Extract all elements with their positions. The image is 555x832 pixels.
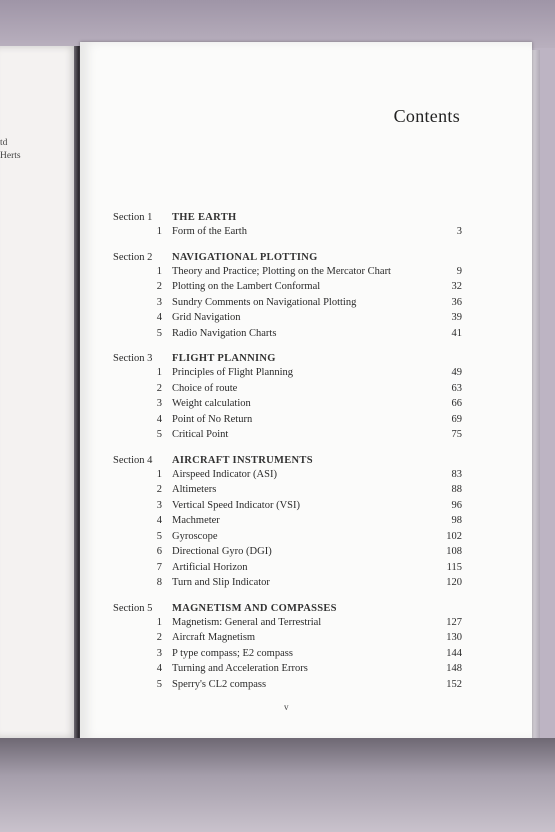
- entry-page-number: 98: [451, 515, 462, 526]
- toc-entry: [80, 499, 532, 515]
- entry-number: 1: [156, 265, 162, 277]
- toc-entry: [80, 382, 532, 398]
- entry-number: 2: [156, 484, 162, 495]
- section-label: Section 5: [113, 602, 153, 614]
- entry-title: Choice of route: [172, 382, 238, 394]
- section-title: FLIGHT PLANNING: [172, 353, 276, 364]
- entry-page-number: 63: [451, 382, 462, 394]
- toc-entry: [80, 662, 532, 678]
- entry-page-number: 127: [446, 616, 462, 628]
- entry-number: 1: [156, 226, 162, 237]
- entry-title: Machmeter: [172, 515, 220, 526]
- entry-number: 8: [156, 577, 162, 588]
- entry-page-number: 75: [451, 429, 462, 440]
- entry-page-number: 115: [446, 561, 462, 573]
- entry-title: Critical Point: [172, 429, 229, 440]
- section-title: NAVIGATIONAL PLOTTING: [172, 251, 318, 263]
- toc-entry: [80, 468, 532, 484]
- entry-page-number: 96: [451, 499, 462, 511]
- section-label: Section 4: [113, 454, 153, 466]
- entry-title: Turning and Acceleration Errors: [172, 663, 308, 674]
- left-page-text: td: [0, 138, 8, 148]
- page-edge: [532, 50, 540, 740]
- toc-entry: [80, 514, 532, 530]
- toc-entry: [80, 366, 532, 382]
- page-folio: v: [284, 702, 289, 712]
- entry-number: 4: [156, 663, 162, 674]
- toc-entry: [80, 530, 532, 546]
- contents-page: [80, 42, 532, 740]
- toc-entry: [80, 647, 532, 663]
- toc-entry: [80, 545, 532, 561]
- entry-title: Vertical Speed Indicator (VSI): [172, 499, 300, 511]
- toc-entry: [80, 678, 532, 694]
- entry-page-number: 144: [446, 647, 462, 659]
- entry-title: Plotting on the Lambert Conformal: [172, 281, 321, 292]
- table-of-contents: [80, 210, 532, 693]
- toc-entry: [80, 397, 532, 413]
- entry-page-number: 41: [451, 327, 462, 339]
- entry-title: Gyroscope: [172, 530, 218, 542]
- entry-number: 4: [156, 413, 162, 425]
- entry-title: Grid Navigation: [172, 312, 241, 323]
- toc-entry: [80, 280, 532, 296]
- entry-number: 5: [156, 327, 162, 339]
- entry-number: 2: [156, 281, 162, 292]
- entry-page-number: 9: [456, 265, 462, 277]
- section-label: Section 2: [113, 251, 153, 263]
- left-page: [0, 46, 78, 738]
- entry-title: Sperry's CL2 compass: [172, 678, 267, 690]
- section-heading: [80, 250, 532, 265]
- toc-entry: [80, 265, 532, 281]
- entry-number: 4: [156, 515, 162, 526]
- entry-number: 1: [156, 616, 162, 628]
- toc-entry: [80, 311, 532, 327]
- entry-title: Radio Navigation Charts: [172, 327, 277, 339]
- section-title: THE EARTH: [172, 212, 237, 223]
- entry-number: 2: [156, 382, 162, 394]
- entry-title: Sundry Comments on Navigational Plotting: [172, 296, 357, 308]
- section-heading: [80, 601, 532, 616]
- entry-number: 3: [156, 398, 162, 409]
- section-heading: [80, 351, 532, 366]
- entry-page-number: 49: [451, 367, 462, 378]
- entry-page-number: 152: [446, 678, 462, 690]
- page-title: Contents: [393, 106, 460, 126]
- entry-page-number: 3: [456, 226, 462, 237]
- toc-entry: [80, 327, 532, 343]
- entry-number: 1: [156, 468, 162, 480]
- background-bottom: [0, 738, 555, 832]
- section-title: MAGNETISM AND COMPASSES: [172, 602, 337, 614]
- entry-title: Magnetism: General and Terrestrial: [172, 616, 322, 628]
- entry-page-number: 120: [446, 577, 462, 588]
- entry-title: Directional Gyro (DGI): [172, 546, 272, 557]
- toc-entry: [80, 413, 532, 429]
- entry-page-number: 36: [451, 296, 462, 308]
- entry-number: 3: [156, 499, 162, 511]
- entry-title: P type compass; E2 compass: [172, 647, 293, 659]
- section-heading: [80, 210, 532, 225]
- entry-page-number: 130: [446, 632, 462, 643]
- entry-number: 7: [156, 561, 162, 573]
- toc-entry: [80, 428, 532, 444]
- entry-title: Theory and Practice; Plotting on the Mercator Chart: [172, 265, 391, 277]
- entry-page-number: 39: [451, 312, 462, 323]
- entry-number: 5: [156, 429, 162, 440]
- entry-number: 3: [156, 647, 162, 659]
- entry-number: 2: [156, 632, 162, 643]
- section-label: Section 3: [113, 353, 153, 364]
- entry-page-number: 32: [451, 281, 462, 292]
- entry-number: 4: [156, 312, 162, 323]
- entry-title: Point of No Return: [172, 413, 253, 425]
- entry-number: 5: [156, 678, 162, 690]
- entry-number: 1: [156, 367, 162, 378]
- background-top: [0, 0, 555, 48]
- entry-page-number: 83: [451, 468, 462, 480]
- toc-entry: [80, 225, 532, 241]
- entry-page-number: 88: [451, 484, 462, 495]
- section-label: Section 1: [113, 212, 153, 223]
- entry-page-number: 66: [451, 398, 462, 409]
- entry-title: Form of the Earth: [172, 226, 247, 237]
- entry-number: 5: [156, 530, 162, 542]
- section-heading: [80, 453, 532, 468]
- toc-entry: [80, 561, 532, 577]
- entry-title: Artificial Horizon: [172, 561, 248, 573]
- entry-page-number: 102: [446, 530, 462, 542]
- toc-entry: [80, 296, 532, 312]
- toc-entry: [80, 576, 532, 592]
- entry-number: 6: [156, 546, 162, 557]
- entry-page-number: 108: [446, 546, 462, 557]
- entry-page-number: 69: [451, 413, 462, 425]
- toc-entry: [80, 483, 532, 499]
- left-page-text: Herts: [0, 151, 21, 161]
- entry-title: Airspeed Indicator (ASI): [172, 468, 277, 480]
- entry-title: Principles of Flight Planning: [172, 367, 294, 378]
- entry-title: Turn and Slip Indicator: [172, 577, 270, 588]
- entry-title: Weight calculation: [172, 398, 251, 409]
- entry-number: 3: [156, 296, 162, 308]
- toc-entry: [80, 616, 532, 632]
- entry-page-number: 148: [446, 663, 462, 674]
- section-title: AIRCRAFT INSTRUMENTS: [172, 454, 313, 466]
- toc-entry: [80, 631, 532, 647]
- entry-title: Aircraft Magnetism: [172, 632, 256, 643]
- entry-title: Altimeters: [172, 484, 217, 495]
